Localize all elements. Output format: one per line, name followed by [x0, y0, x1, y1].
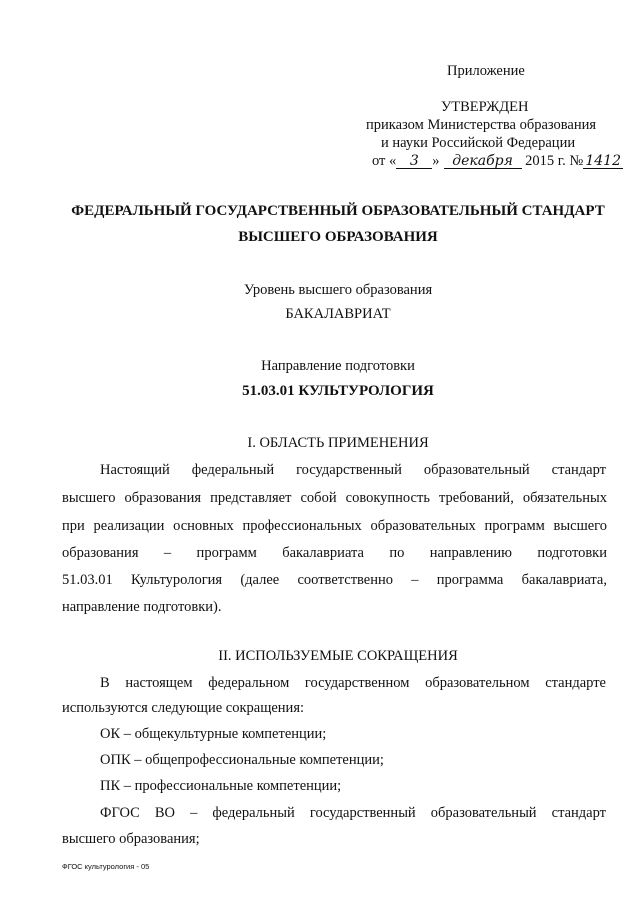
- order-date-line: [372, 153, 623, 170]
- date-month: декабря: [444, 154, 522, 169]
- section-2-line: В настоящем федеральном государственном образовательном стандарте: [100, 675, 606, 691]
- abbreviation-pk: ПК – профессиональные компетенции;: [100, 778, 342, 794]
- appendix-label: Приложение: [447, 63, 525, 79]
- direction-label: Направление подготовки: [261, 358, 415, 374]
- section-2-line: используются следующие сокращения:: [62, 700, 305, 716]
- abbreviation-fgos: ФГОС ВО – федеральный государственный образовательный стандарт: [100, 805, 606, 821]
- section-1-heading: I. ОБЛАСТЬ ПРИМЕНЕНИЯ: [247, 435, 429, 451]
- order-number: 1412: [583, 154, 623, 169]
- abbreviation-ok: ОК – общекультурные компетенции;: [100, 726, 327, 742]
- abbreviation-opk: ОПК – общепрофессиональные компетенции;: [100, 752, 384, 768]
- date-mid: »: [432, 153, 440, 169]
- section-1-line: при реализации основных профессиональных образовательных программ высшего: [62, 518, 607, 534]
- section-1-line: образования – программ бакалавриата по направлению подготовки: [62, 545, 607, 561]
- section-2-heading: II. ИСПОЛЬЗУЕМЫЕ СОКРАЩЕНИЯ: [218, 648, 458, 664]
- page-footer: ФГОС культурология - 05: [62, 862, 150, 871]
- level-label: Уровень высшего образования: [243, 282, 433, 298]
- section-1-line: высшего образования представляет собой совокупность требований, обязательных: [62, 490, 607, 506]
- date-year: 2015 г. №: [525, 153, 584, 169]
- date-day: 3: [396, 154, 432, 169]
- direction-value: 51.03.01 КУЛЬТУРОЛОГИЯ: [242, 383, 434, 399]
- order-line-1: приказом Министерства образования: [366, 117, 597, 133]
- section-2-line: высшего образования;: [62, 831, 200, 847]
- approved-label: УТВЕРЖДЕН: [441, 99, 529, 115]
- document-title-line-1: ФЕДЕРАЛЬНЫЙ ГОСУДАРСТВЕННЫЙ ОБРАЗОВАТЕЛЬНЫЙ СТАНДАРТ: [71, 203, 605, 219]
- level-value: БАКАЛАВРИАТ: [285, 306, 391, 322]
- section-1-line: направление подготовки).: [62, 599, 222, 615]
- document-title-line-2: ВЫСШЕГО ОБРАЗОВАНИЯ: [238, 229, 438, 245]
- date-prefix: от «: [372, 153, 397, 169]
- section-1-line: 51.03.01 Культурология (далее соответственно – программа бакалавриата,: [62, 572, 607, 588]
- section-1-line: Настоящий федеральный государственный образовательный стандарт: [100, 462, 606, 478]
- order-line-2: и науки Российской Федерации: [381, 135, 576, 151]
